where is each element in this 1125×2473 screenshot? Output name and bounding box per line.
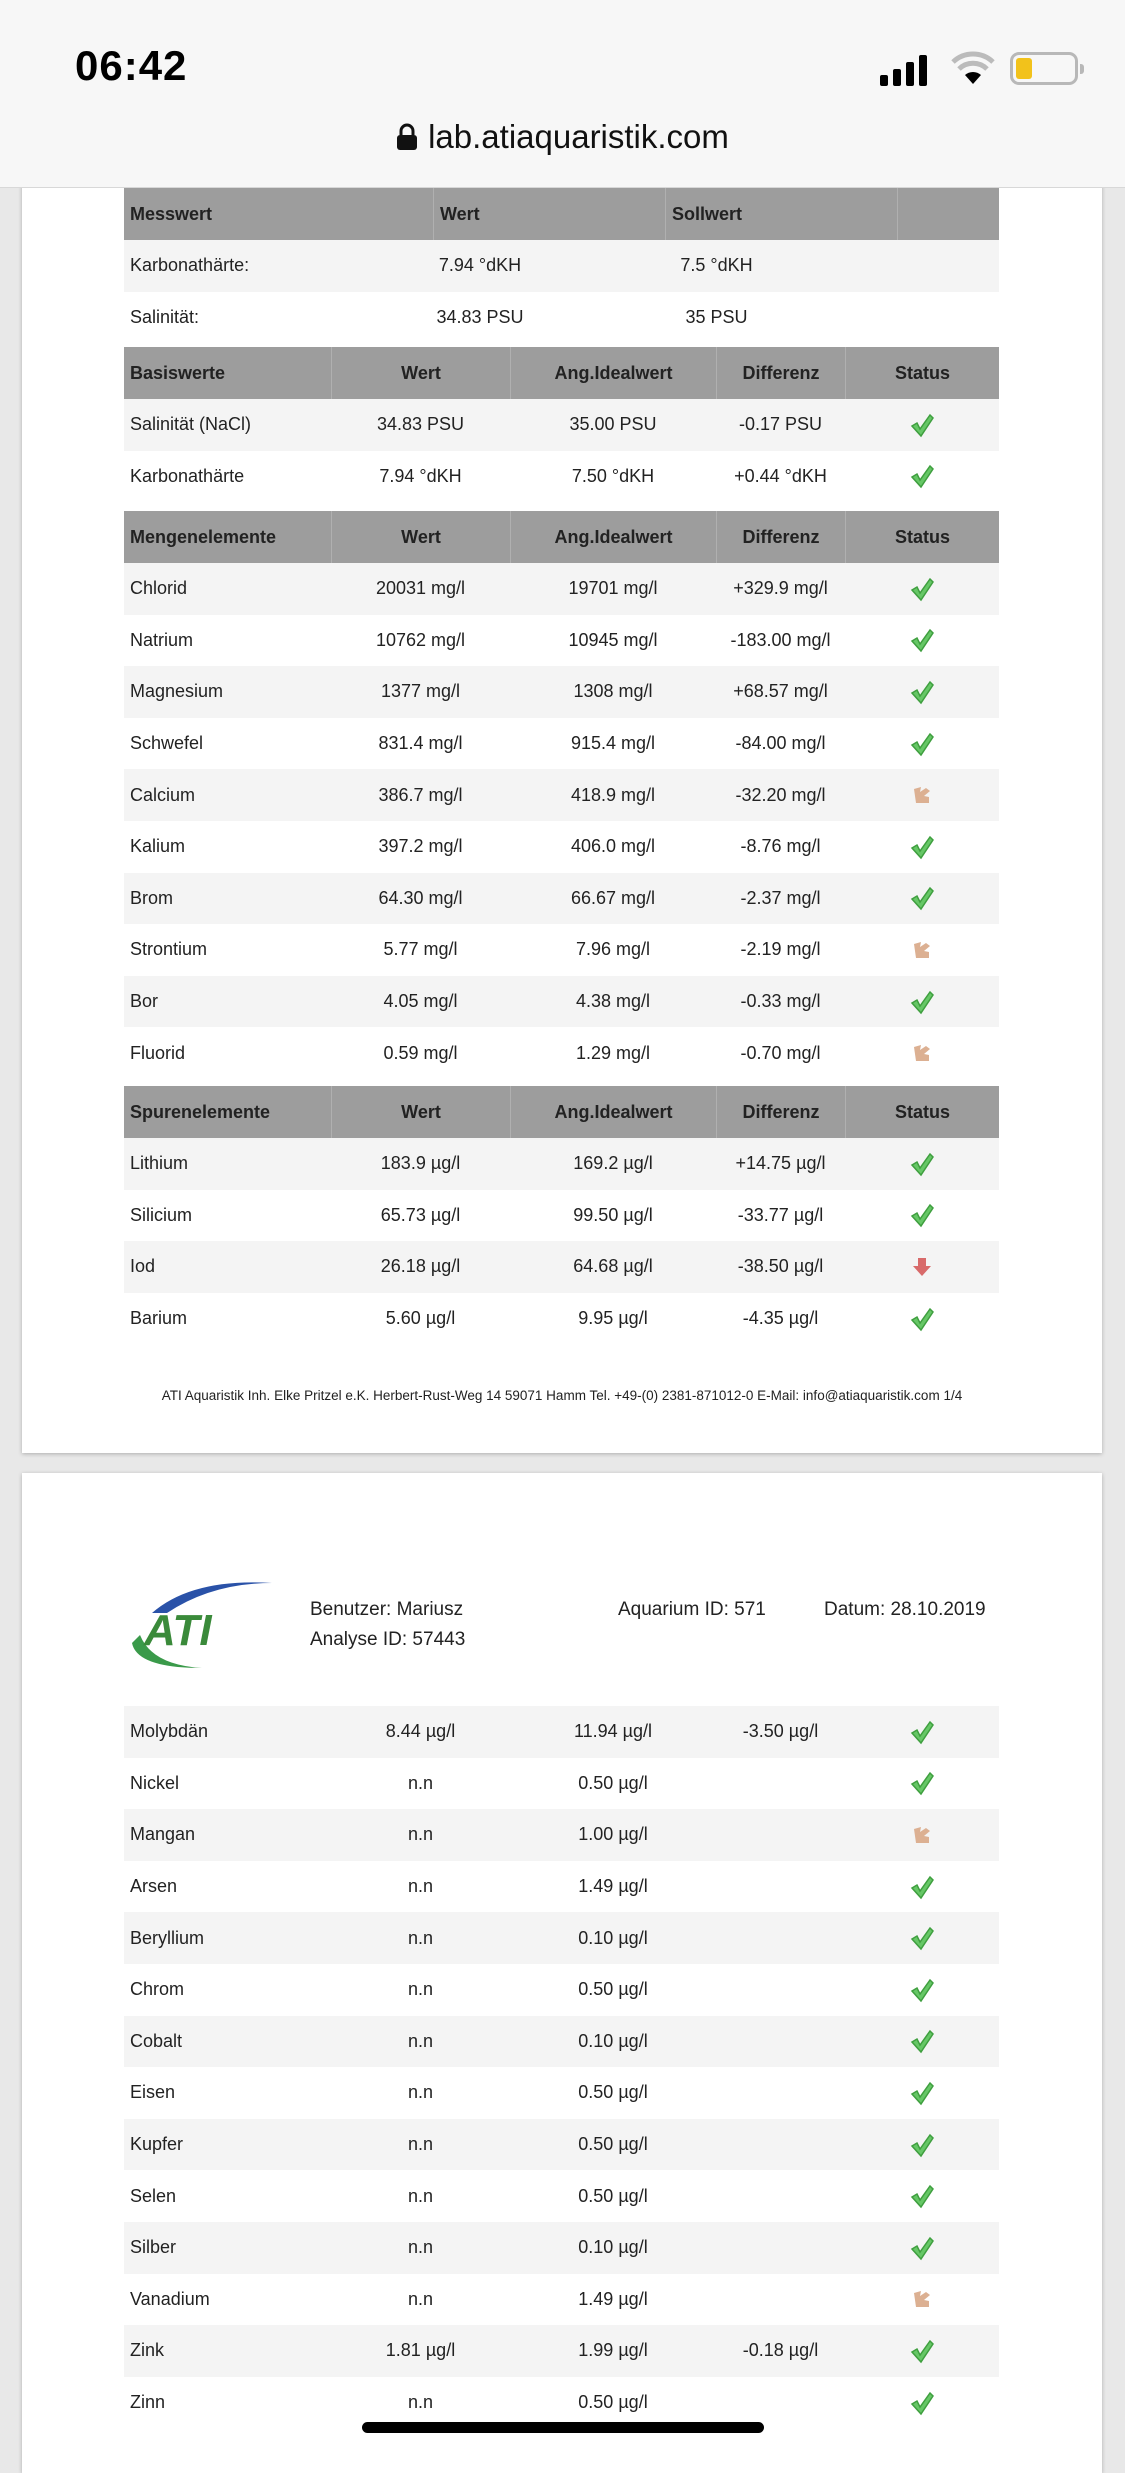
browser-chrome <box>0 0 1125 188</box>
wifi-icon <box>950 50 996 86</box>
ideal-value: 66.67 mg/l <box>570 887 656 908</box>
parameter-name: Kalium <box>130 836 186 857</box>
ideal-value: 0.50 µg/l <box>578 1772 648 1793</box>
table-row <box>124 924 999 976</box>
parameter-name: Cobalt <box>130 2030 183 2051</box>
column-header: Ang.Idealwert <box>510 511 716 563</box>
column-header: Mengenelemente <box>130 526 277 547</box>
lock-icon <box>396 123 418 151</box>
target-value: 7.5 °dKH <box>680 255 753 276</box>
value: 10762 mg/l <box>375 629 466 650</box>
value: n.n <box>407 1979 434 2000</box>
table-row <box>124 2119 999 2171</box>
ideal-value: 1.49 µg/l <box>578 1876 648 1897</box>
ideal-value: 1.99 µg/l <box>578 2340 648 2361</box>
column-header: Differenz <box>716 511 845 563</box>
value: 1377 mg/l <box>380 681 461 702</box>
table-row <box>124 666 999 718</box>
value: 34.83 PSU <box>376 414 465 435</box>
value: n.n <box>407 1772 434 1793</box>
ideal-value: 1308 mg/l <box>573 681 653 702</box>
table-row <box>124 1706 999 1758</box>
check-icon <box>845 1151 999 1177</box>
value: 0.59 mg/l <box>383 1042 458 1063</box>
ideal-value: 64.68 µg/l <box>573 1256 653 1277</box>
table-row <box>124 718 999 770</box>
parameter-name: Nickel <box>130 1772 180 1793</box>
parameter-name: Molybdän <box>130 1721 209 1742</box>
table-row <box>124 1027 999 1079</box>
difference: -0.18 µg/l <box>742 2340 819 2361</box>
check-icon <box>845 1874 999 1900</box>
warning-arrow-icon <box>845 1042 999 1064</box>
table-row <box>124 1241 999 1293</box>
check-icon <box>845 1306 999 1332</box>
datum: Datum: 28.10.2019 <box>824 1599 986 1620</box>
check-icon <box>845 1925 999 1951</box>
check-icon <box>845 1202 999 1228</box>
value: 397.2 mg/l <box>378 836 463 857</box>
value: 5.77 mg/l <box>383 939 458 960</box>
parameter-name: Silicium <box>130 1204 193 1225</box>
table-row <box>124 1758 999 1810</box>
parameter-name: Lithium <box>130 1153 189 1174</box>
signal-icon <box>880 52 927 86</box>
parameter-name: Selen <box>130 2185 177 2206</box>
ideal-value: 4.38 mg/l <box>575 991 651 1012</box>
table-row <box>124 873 999 925</box>
table-row <box>124 1138 999 1190</box>
warning-arrow-icon <box>845 939 999 961</box>
ideal-value: 0.50 µg/l <box>578 2134 648 2155</box>
parameter-name: Iod <box>130 1256 156 1277</box>
check-icon <box>845 2183 999 2209</box>
column-header: Status <box>845 511 999 563</box>
parameter-name: Salinität (NaCl) <box>130 414 252 435</box>
table-header <box>124 1086 999 1138</box>
table-row <box>124 2067 999 2119</box>
battery-icon <box>1010 52 1078 85</box>
ideal-value: 418.9 mg/l <box>570 784 656 805</box>
parameter-name: Chrom <box>130 1979 185 2000</box>
url-text: lab.atiaquaristik.com <box>428 118 729 155</box>
warning-arrow-icon <box>845 784 999 806</box>
column-header: Status <box>845 1086 999 1138</box>
table-row <box>124 769 999 821</box>
check-icon <box>845 1770 999 1796</box>
value: 34.83 PSU <box>436 306 524 327</box>
column-header: Ang.Idealwert <box>510 1086 716 1138</box>
ideal-value: 7.96 mg/l <box>575 939 651 960</box>
value: 26.18 µg/l <box>380 1256 461 1277</box>
table-row <box>124 2377 999 2429</box>
check-icon <box>845 989 999 1015</box>
ideal-value: 9.95 µg/l <box>578 1308 648 1329</box>
difference: -32.20 mg/l <box>735 784 826 805</box>
parameter-name: Bor <box>130 991 159 1012</box>
difference: -3.50 µg/l <box>742 1721 819 1742</box>
value: 64.30 mg/l <box>378 887 463 908</box>
value: n.n <box>407 2134 434 2155</box>
table-row <box>124 399 999 451</box>
difference: -2.37 mg/l <box>740 887 821 908</box>
column-header: Spurenelemente <box>130 1101 271 1122</box>
ideal-value: 0.50 µg/l <box>578 2392 648 2413</box>
parameter-name: Fluorid <box>130 1042 186 1063</box>
difference: -33.77 µg/l <box>737 1204 824 1225</box>
parameter-name: Mangan <box>130 1824 196 1845</box>
column-header: Status <box>845 347 999 399</box>
difference: +68.57 mg/l <box>733 681 828 702</box>
target-value: 35 PSU <box>685 306 748 327</box>
analyse-id: Analyse ID: 57443 <box>310 1629 466 1650</box>
mengenelemente-table <box>124 511 999 1079</box>
value: 7.94 °dKH <box>379 465 462 486</box>
check-icon <box>845 834 999 860</box>
value: n.n <box>407 1876 434 1897</box>
column-header: Wert <box>331 511 510 563</box>
table-row <box>124 292 999 344</box>
aquarium-id: Aquarium ID: 571 <box>618 1599 766 1620</box>
parameter-name: Kupfer <box>130 2134 184 2155</box>
ideal-value: 0.50 µg/l <box>578 2082 648 2103</box>
table-row <box>124 1293 999 1345</box>
ideal-value: 0.50 µg/l <box>578 1979 648 2000</box>
check-icon <box>845 2132 999 2158</box>
check-icon <box>845 463 999 489</box>
column-header: Sollwert <box>665 188 897 240</box>
table-row <box>124 240 999 292</box>
value: 20031 mg/l <box>375 578 466 599</box>
difference: +14.75 µg/l <box>735 1153 826 1174</box>
value: n.n <box>407 2082 434 2103</box>
difference: +329.9 mg/l <box>733 578 828 599</box>
parameter-name: Karbonathärte: <box>130 255 250 276</box>
spurenelemente-table-continued <box>124 1706 999 2428</box>
column-header: Wert <box>433 188 665 240</box>
table-row <box>124 615 999 667</box>
parameter-name: Brom <box>130 887 174 908</box>
value: 183.9 µg/l <box>380 1153 461 1174</box>
table-row <box>124 451 999 503</box>
column-header: Messwert <box>130 203 213 224</box>
parameter-name: Barium <box>130 1308 188 1329</box>
home-indicator[interactable] <box>362 2422 764 2433</box>
difference: +0.44 °dKH <box>734 465 827 486</box>
parameter-name: Karbonathärte <box>130 465 245 486</box>
ideal-value: 0.10 µg/l <box>578 2237 648 2258</box>
difference: -0.17 PSU <box>738 414 823 435</box>
check-icon <box>845 2028 999 2054</box>
table-row <box>124 1190 999 1242</box>
ideal-value: 1.00 µg/l <box>578 1824 648 1845</box>
column-header: Wert <box>331 1086 510 1138</box>
ati-logo <box>122 1573 282 1673</box>
warning-arrow-icon <box>845 1824 999 1846</box>
value: n.n <box>407 1824 434 1845</box>
difference: -183.00 mg/l <box>730 629 831 650</box>
column-header: Differenz <box>716 1086 845 1138</box>
ideal-value: 406.0 mg/l <box>570 836 656 857</box>
ideal-value: 0.10 µg/l <box>578 1927 648 1948</box>
ideal-value: 0.50 µg/l <box>578 2185 648 2206</box>
parameter-name: Zinn <box>130 2392 166 2413</box>
ideal-value: 1.29 mg/l <box>575 1042 651 1063</box>
table-row <box>124 563 999 615</box>
value: 1.81 µg/l <box>385 2340 456 2361</box>
column-header: Differenz <box>716 347 845 399</box>
value: 386.7 mg/l <box>378 784 463 805</box>
arrow-down-icon <box>845 1256 999 1278</box>
parameter-name: Silber <box>130 2237 177 2258</box>
column-header <box>897 188 999 240</box>
svg-text:ATI: ATI <box>144 1606 212 1655</box>
ideal-value: 19701 mg/l <box>568 578 658 599</box>
value: 65.73 µg/l <box>380 1204 461 1225</box>
benutzer: Benutzer: Mariusz <box>310 1599 464 1620</box>
parameter-name: Eisen <box>130 2082 176 2103</box>
ideal-value: 0.10 µg/l <box>578 2030 648 2051</box>
table-row <box>124 2170 999 2222</box>
difference: -38.50 µg/l <box>737 1256 824 1277</box>
page-footer: ATI Aquaristik Inh. Elke Pritzel e.K. Herbert-Rust-Weg 14 59071 Hamm Tel. +49-(0) 2381-871012-0 E-Mail: info@atiaquaristik.com 1/4 <box>161 1388 963 1403</box>
table-row <box>124 976 999 1028</box>
table-row <box>124 1861 999 1913</box>
table-row <box>124 1912 999 1964</box>
parameter-name: Vanadium <box>130 2288 210 2309</box>
table-row <box>124 2325 999 2377</box>
check-icon <box>845 679 999 705</box>
parameter-name: Salinität: <box>130 306 200 327</box>
parameter-name: Chlorid <box>130 578 188 599</box>
parameter-name: Schwefel <box>130 733 204 754</box>
table-row <box>124 2274 999 2326</box>
warning-arrow-icon <box>845 2288 999 2310</box>
difference: -0.70 mg/l <box>740 1042 821 1063</box>
value: n.n <box>407 2392 434 2413</box>
parameter-name: Strontium <box>130 939 208 960</box>
value: 8.44 µg/l <box>385 1721 456 1742</box>
url-bar[interactable] <box>0 118 1125 156</box>
difference: -8.76 mg/l <box>740 836 821 857</box>
check-icon <box>845 576 999 602</box>
messwert-table <box>124 188 999 343</box>
ideal-value: 35.00 PSU <box>569 414 657 435</box>
basiswerte-table <box>124 347 999 502</box>
table-row <box>124 1809 999 1861</box>
check-icon <box>845 2080 999 2106</box>
parameter-name: Zink <box>130 2340 165 2361</box>
table-header <box>124 347 999 399</box>
table-header <box>124 188 999 240</box>
value: 4.05 mg/l <box>383 991 458 1012</box>
spurenelemente-table <box>124 1086 999 1344</box>
check-icon <box>845 2390 999 2416</box>
value: n.n <box>407 2030 434 2051</box>
value: n.n <box>407 2237 434 2258</box>
status-time: 06:42 <box>75 42 188 89</box>
column-header: Basiswerte <box>130 362 226 383</box>
ideal-value: 99.50 µg/l <box>573 1204 653 1225</box>
ideal-value: 1.49 µg/l <box>578 2288 648 2309</box>
parameter-name: Magnesium <box>130 681 224 702</box>
difference: -2.19 mg/l <box>740 939 821 960</box>
check-icon <box>845 731 999 757</box>
ideal-value: 7.50 °dKH <box>571 465 655 486</box>
table-row <box>124 821 999 873</box>
column-header: Ang.Idealwert <box>510 347 716 399</box>
column-header: Wert <box>331 347 510 399</box>
check-icon <box>845 1719 999 1745</box>
table-row <box>124 2016 999 2068</box>
value: 7.94 °dKH <box>438 255 522 276</box>
ideal-value: 10945 mg/l <box>568 629 658 650</box>
ideal-value: 11.94 µg/l <box>573 1721 653 1742</box>
parameter-name: Beryllium <box>130 1927 205 1948</box>
check-icon <box>845 627 999 653</box>
difference: -0.33 mg/l <box>740 991 821 1012</box>
parameter-name: Calcium <box>130 784 196 805</box>
difference: -84.00 mg/l <box>735 733 826 754</box>
value: n.n <box>407 1927 434 1948</box>
parameter-name: Natrium <box>130 629 194 650</box>
table-header <box>124 511 999 563</box>
ideal-value: 169.2 µg/l <box>573 1153 653 1174</box>
value: 831.4 mg/l <box>378 733 463 754</box>
table-row <box>124 1964 999 2016</box>
check-icon <box>845 2235 999 2261</box>
value: n.n <box>407 2185 434 2206</box>
parameter-name: Arsen <box>130 1876 178 1897</box>
difference: -4.35 µg/l <box>742 1308 819 1329</box>
ideal-value: 915.4 mg/l <box>570 733 656 754</box>
table-row <box>124 2222 999 2274</box>
check-icon <box>845 2338 999 2364</box>
check-icon <box>845 885 999 911</box>
check-icon <box>845 412 999 438</box>
check-icon <box>845 1977 999 2003</box>
value: n.n <box>407 2288 434 2309</box>
value: 5.60 µg/l <box>385 1308 456 1329</box>
